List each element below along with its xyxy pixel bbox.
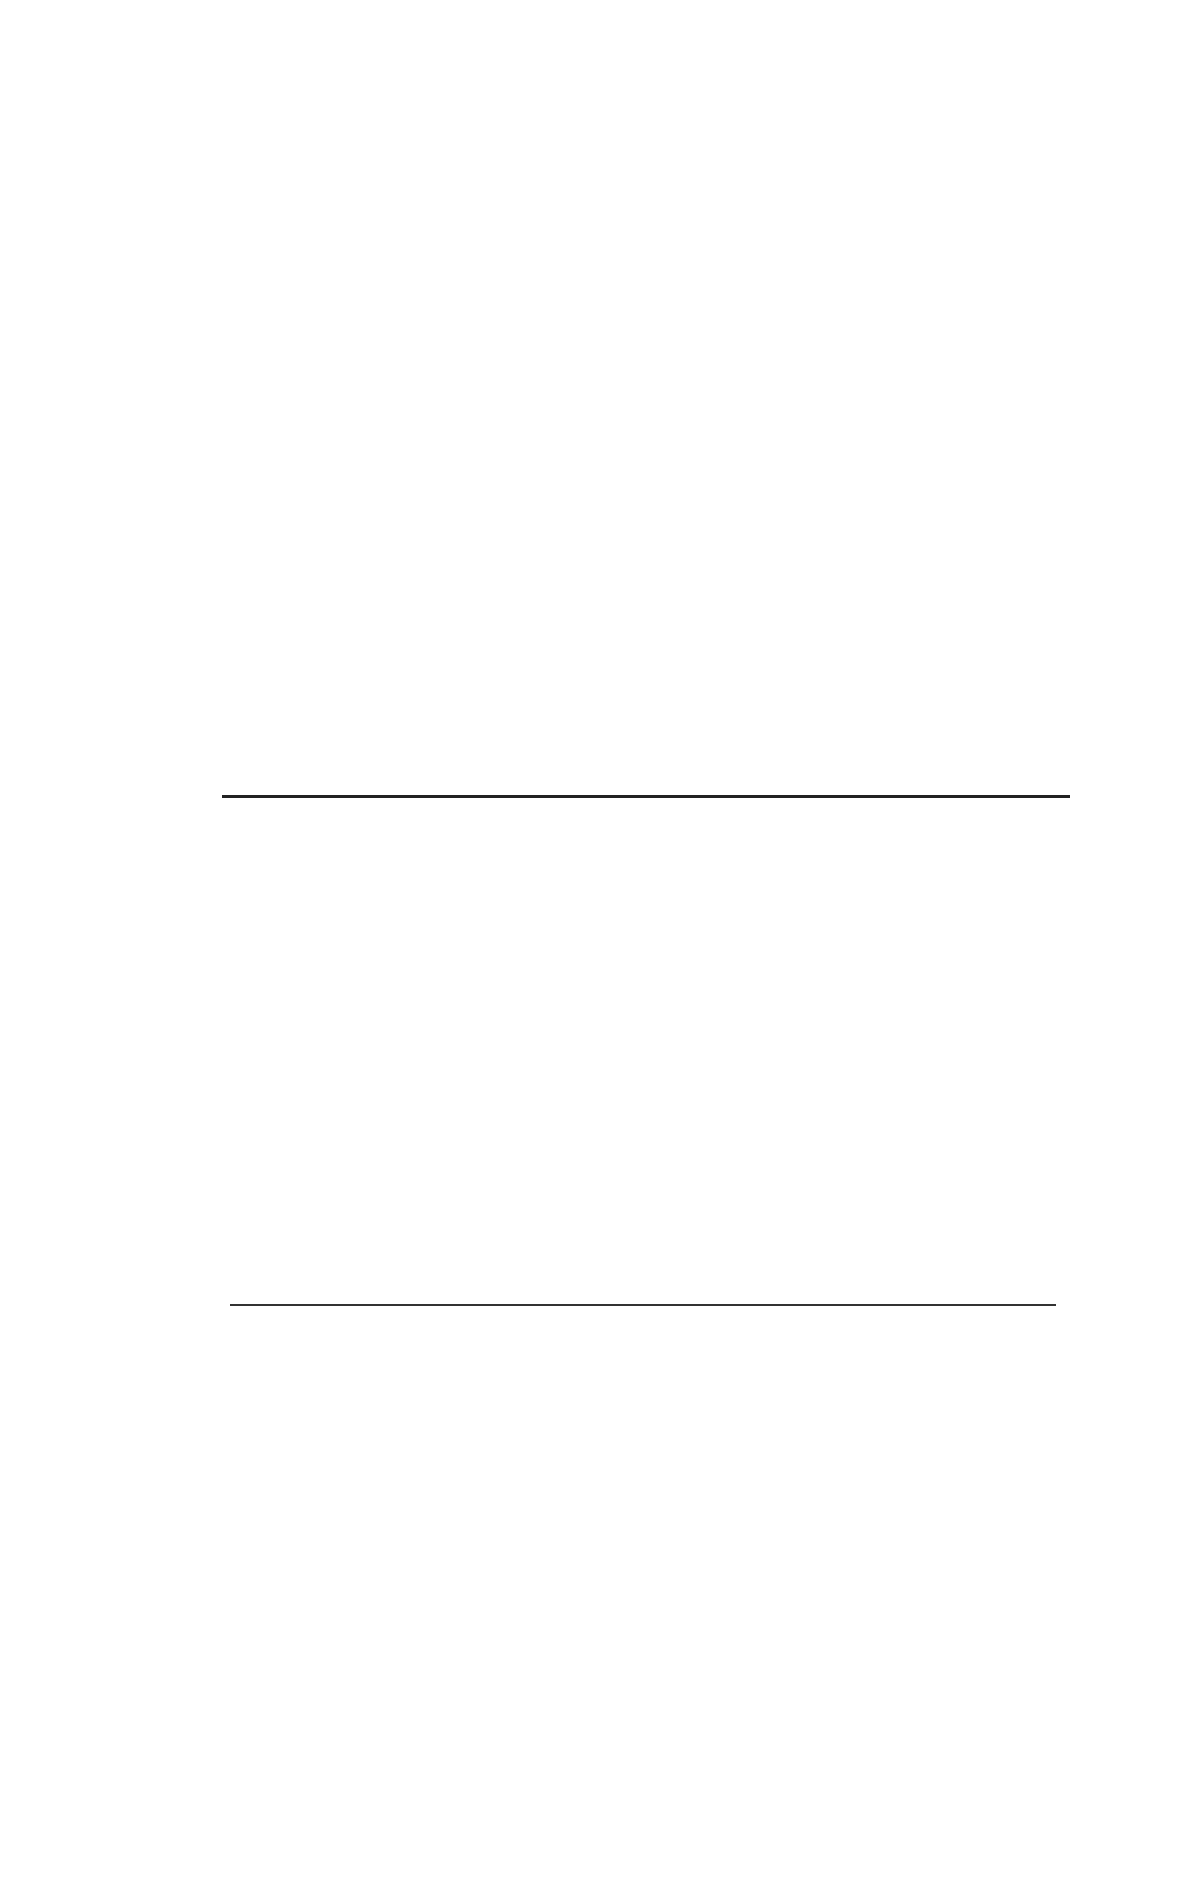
bottom-divider: [230, 1304, 1056, 1306]
hanzi-columns: [0, 170, 1200, 730]
top-divider: [222, 795, 1070, 798]
japanese-columns: [0, 815, 1200, 1295]
